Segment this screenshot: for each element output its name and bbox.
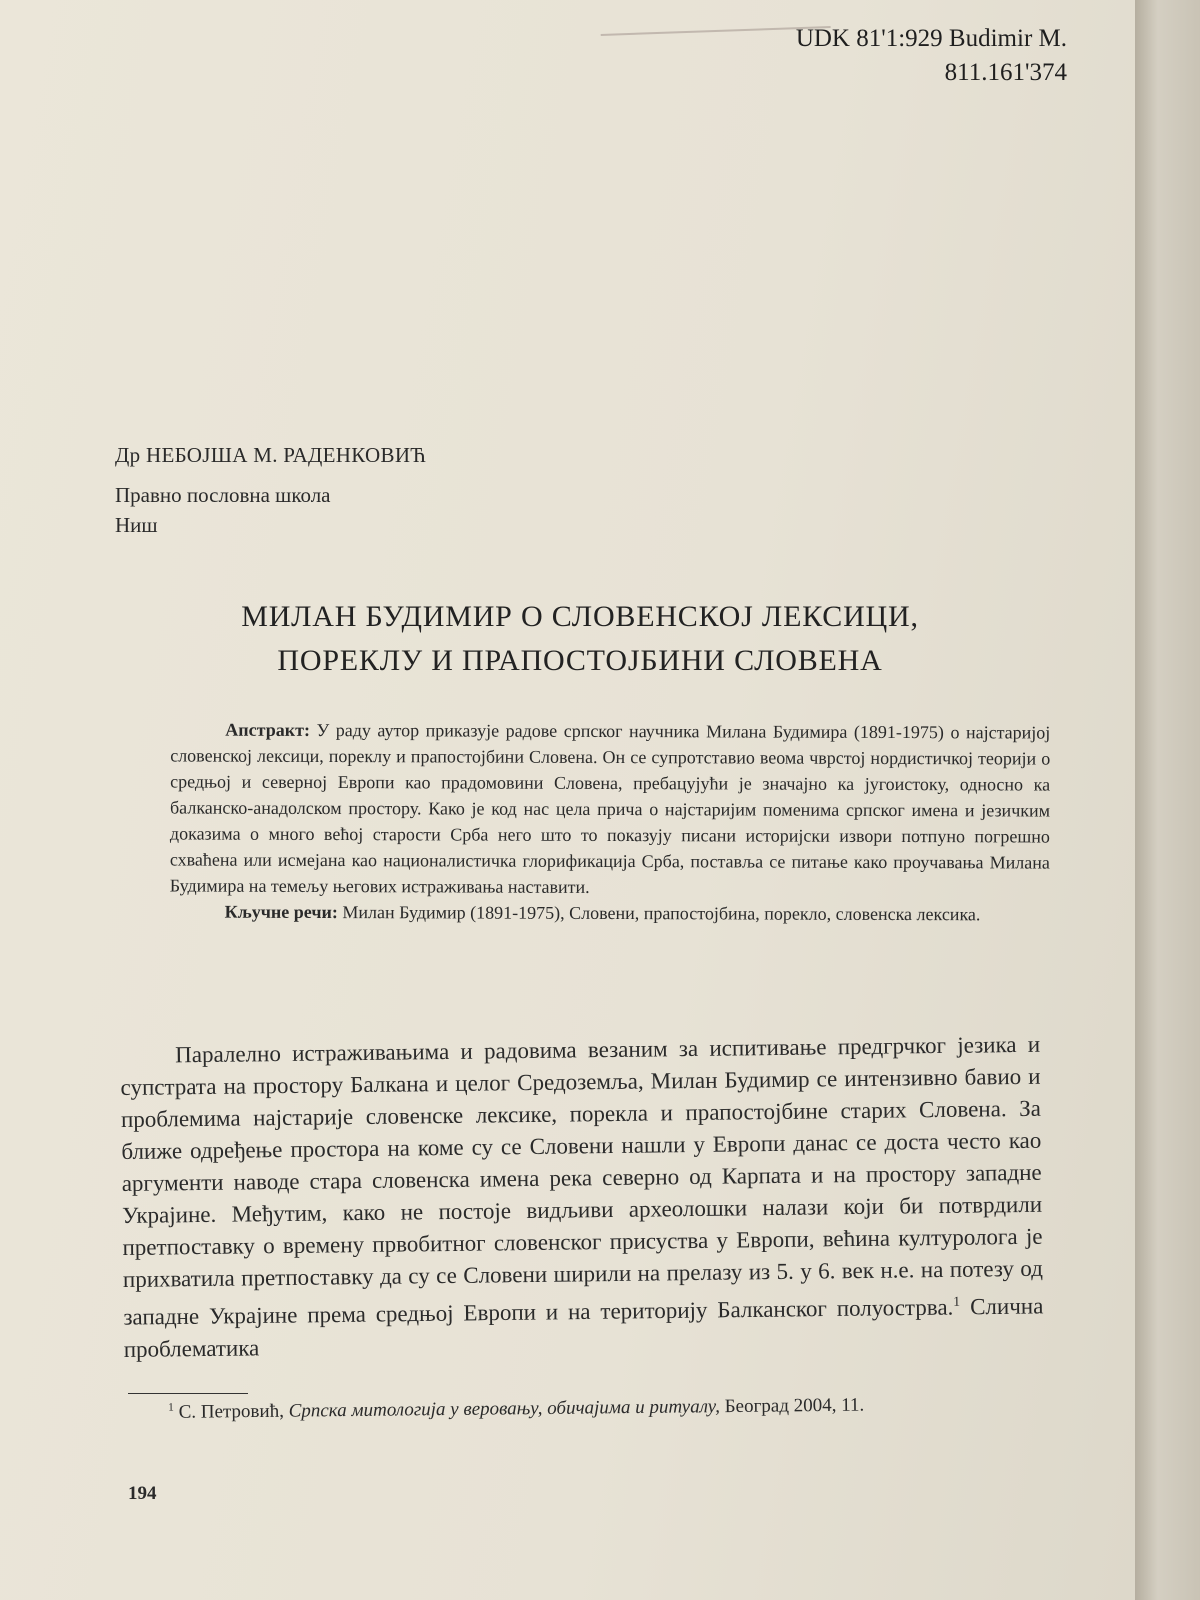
affiliation-line-2: Ниш [115, 513, 158, 537]
footnote-number: 1 [168, 1401, 174, 1414]
body-paragraph-text: Паралелно истраживањима и радовима везаним за испитивање предгрчког језика и супстрата на простору Балкана и целог Средоземља, Милан Будимир се интензивно бавио и проблемима најстарије словенске лексике, порекла и прапостојбине старих Словена. За ближе одређење простора на коме су се Словени нашли у Европи данас се доста често као аргументи наводе стара словенска имена река северно од Карпата и на простору западне Украјине. Међутим, како не постоје видљиви археолошки налази који би потврдили претпоставку о времену првобитног словенског присуства у Европи, већина културолога је прихватила претпоставку да су се Словени ширили на прелазу из 5. у 6. век н.е. на потезу од западне Украјине према средњој Европи и на територију Балканског полуострва. [120, 1031, 1044, 1330]
abstract-label: Апстракт: [225, 719, 310, 740]
udk-line-2: 811.161'374 [944, 59, 1067, 86]
body-continuation: Слична проблематика [123, 1293, 1044, 1362]
footnote-rest: Београд 2004, 11. [719, 1394, 865, 1418]
udk-line-1: UDK 81'1:929 Budimir M. [795, 25, 1067, 52]
adjacent-page-edge [1135, 0, 1200, 1600]
title-line-2: ПОРЕКЛУ И ПРАПОСТОЈБИНИ СЛОВЕНА [277, 644, 883, 677]
article-title [120, 595, 1040, 683]
title-line-1: МИЛАН БУДИМИР О СЛОВЕНСКОЈ ЛЕКСИЦИ, [241, 600, 919, 633]
keywords-text: Милан Будимир (1891-1975), Словени, прапостојбина, порекло, словенска лексика. [342, 902, 981, 925]
footnote [128, 1385, 1038, 1426]
body-text [120, 1029, 1044, 1366]
author-name: Др НЕБОЈША М. РАДЕНКОВИЋ [115, 443, 427, 467]
abstract-paragraph [170, 716, 1051, 901]
body-paragraph [120, 1029, 1044, 1366]
abstract [170, 716, 1051, 927]
footnote-author: С. Петровић, [178, 1400, 289, 1423]
abstract-text: У раду аутор приказује радове српског научника Милана Будимира (1891-1975) о најстаријој словенској лексици, пореклу и прапостојбини Словена. Он се супротставио веома чврстој нордистичкој теорији о средњој и северној Европи као прадомовини Словена, пребацујући је значајно ка југоистоку, односно ка балканско-анадолском простору. Како је код нас цела прича о најстаријим поменима српског имена и језичким доказима о много већој старости Срба него што то показују писани историјски извори потпуно погрешно схваћена или исмејана као националистичка глорификација Срба, поставља се питање како проучавања Милана Будимира на темељу његових истраживања наставити. [169, 719, 1051, 897]
udk-classification [796, 22, 1067, 90]
footnote-book-title: Српска митологија у веровању, обичајима и ритуалу, [288, 1396, 721, 1422]
footnote-reference: 1 [953, 1293, 961, 1309]
affiliation-line-1: Правно пословна школа [115, 483, 331, 507]
page-number: 194 [128, 1483, 157, 1504]
author-block [115, 440, 426, 540]
keywords-label: Кључне речи: [224, 901, 338, 923]
keywords-paragraph [170, 898, 1050, 927]
